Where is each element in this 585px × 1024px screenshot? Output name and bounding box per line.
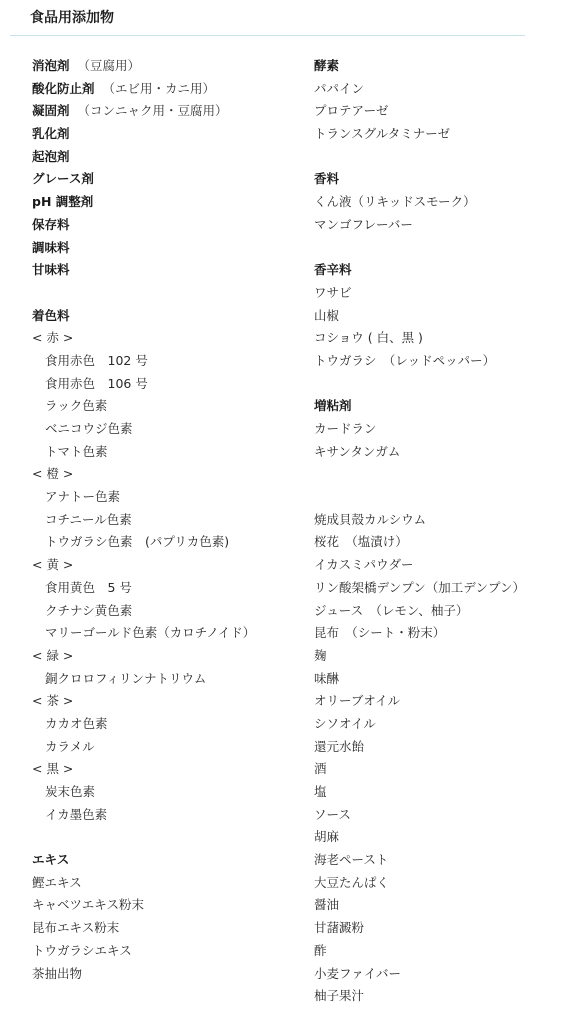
agent-sweetener: 甘味料 (32, 262, 70, 278)
list-item: 食用赤色 102 号 (45, 352, 148, 368)
agent-emulsifier: 乳化剤 (32, 126, 70, 142)
list-item: パパイン (314, 80, 365, 96)
list-item: 昆布エキス粉末 (32, 920, 120, 936)
list-item: 柚子果汁 (314, 988, 365, 1004)
list-item: 大豆たんぱく (314, 874, 390, 890)
list-item: マリーゴールド色素（カロチノイド） (45, 625, 256, 641)
list-item: ジュース （レモン、柚子） (314, 602, 469, 618)
list-item: カカオ色素 (45, 715, 108, 731)
color-group-black: < 黒 > (32, 761, 74, 777)
list-item: トウガラシ色素 (パプリカ色素) (45, 534, 230, 550)
extract-heading: エキス (32, 852, 70, 868)
list-item: 食用黄色 5 号 (45, 579, 132, 595)
color-group-orange: < 橙 > (32, 466, 74, 482)
list-item: 胡麻 (314, 829, 340, 845)
right-column (314, 55, 579, 1008)
agent-foaming: 起泡剤 (32, 148, 70, 164)
list-item: 鰹エキス (32, 874, 82, 890)
list-item: 塩 (314, 784, 327, 799)
enzyme-heading: 酵素 (314, 58, 340, 73)
list-item: オリーブオイル (314, 693, 401, 709)
list-item: カラメル (45, 738, 95, 754)
agent-glaze: グレース剤 (32, 171, 94, 187)
agent-antioxidant: 酸化防止剤 （エビ用・カニ用） (32, 80, 216, 96)
list-item: 山椒 (314, 307, 340, 323)
list-item: シソオイル (314, 715, 376, 731)
list-item: 還元水飴 (314, 738, 365, 754)
list-item: 昆布 （シート・粉末） (314, 625, 446, 641)
spice-heading: 香辛料 (314, 262, 352, 278)
list-item: 銅クロロフィリンナトリウム (45, 670, 207, 686)
list-item: キサンタンガム (314, 443, 401, 459)
color-group-yellow: < 黄 > (32, 557, 74, 573)
color-group-green: < 緑 > (32, 647, 74, 663)
agent-coagulant: 凝固剤 （コンニャク用・豆腐用） (32, 103, 228, 119)
list-item: カードラン (314, 421, 377, 436)
list-item: 酒 (314, 761, 327, 777)
list-item: 醤油 (314, 897, 340, 913)
list-item: 食用赤色 106 号 (45, 375, 148, 391)
list-item: 焼成貝殻カルシウム (314, 511, 427, 527)
page-title: 食品用添加物 (30, 10, 114, 26)
flavor-heading: 香料 (314, 171, 340, 187)
coloring-heading: 着色料 (32, 307, 70, 323)
title-divider (10, 35, 525, 36)
list-item: クチナシ黄色素 (45, 602, 133, 618)
list-item: イカ墨色素 (45, 806, 108, 822)
list-item: くん液（リキッドスモーク） (314, 194, 476, 210)
list-item: 茶抽出物 (32, 965, 83, 981)
list-item: イカスミパウダー (314, 557, 414, 573)
list-item: トウガラシエキス (32, 942, 132, 958)
list-item: 炭末色素 (45, 784, 96, 799)
thickener-heading: 増粘剤 (314, 398, 352, 414)
agent-preservative: 保存料 (32, 216, 70, 232)
list-item: コチニール色素 (45, 511, 132, 527)
list-item: キャベツエキス粉末 (32, 897, 145, 913)
left-column (32, 55, 302, 985)
list-item: ワサビ (314, 284, 352, 300)
color-group-brown: < 茶 > (32, 693, 74, 709)
list-item: プロテアーゼ (314, 103, 389, 119)
list-item: 味醂 (314, 670, 340, 686)
list-item: アナトー色素 (45, 489, 121, 505)
list-item: 海老ペースト (314, 852, 389, 868)
list-item: マンゴフレーバー (314, 216, 413, 232)
color-group-red: < 赤 > (32, 330, 74, 346)
list-item: トウガラシ （レッドペッパー） (314, 352, 496, 368)
agent-ph-adjuster: pH 調整剤 (32, 194, 94, 210)
list-item: 甘藷澱粉 (314, 920, 365, 936)
list-item: ベニコウジ色素 (45, 421, 133, 436)
list-item: 麹 (314, 647, 327, 663)
list-item: ソース (314, 806, 351, 822)
list-item: 小麦ファイバー (314, 965, 402, 981)
list-item: 桜花 （塩漬け） (314, 534, 408, 550)
agent-defoamer: 消泡剤 （豆腐用） (32, 58, 141, 73)
list-item: 酢 (314, 942, 327, 958)
agent-seasoning: 調味料 (32, 239, 70, 255)
list-item: ラック色素 (45, 398, 108, 414)
list-item: コショウ ( 白、黒 ) (314, 330, 423, 346)
list-item: リン酸架橋デンプン（加工デンプン） (314, 579, 526, 595)
list-item: トマト色素 (45, 443, 108, 459)
list-item: トランスグルタミナーゼ (314, 126, 451, 142)
